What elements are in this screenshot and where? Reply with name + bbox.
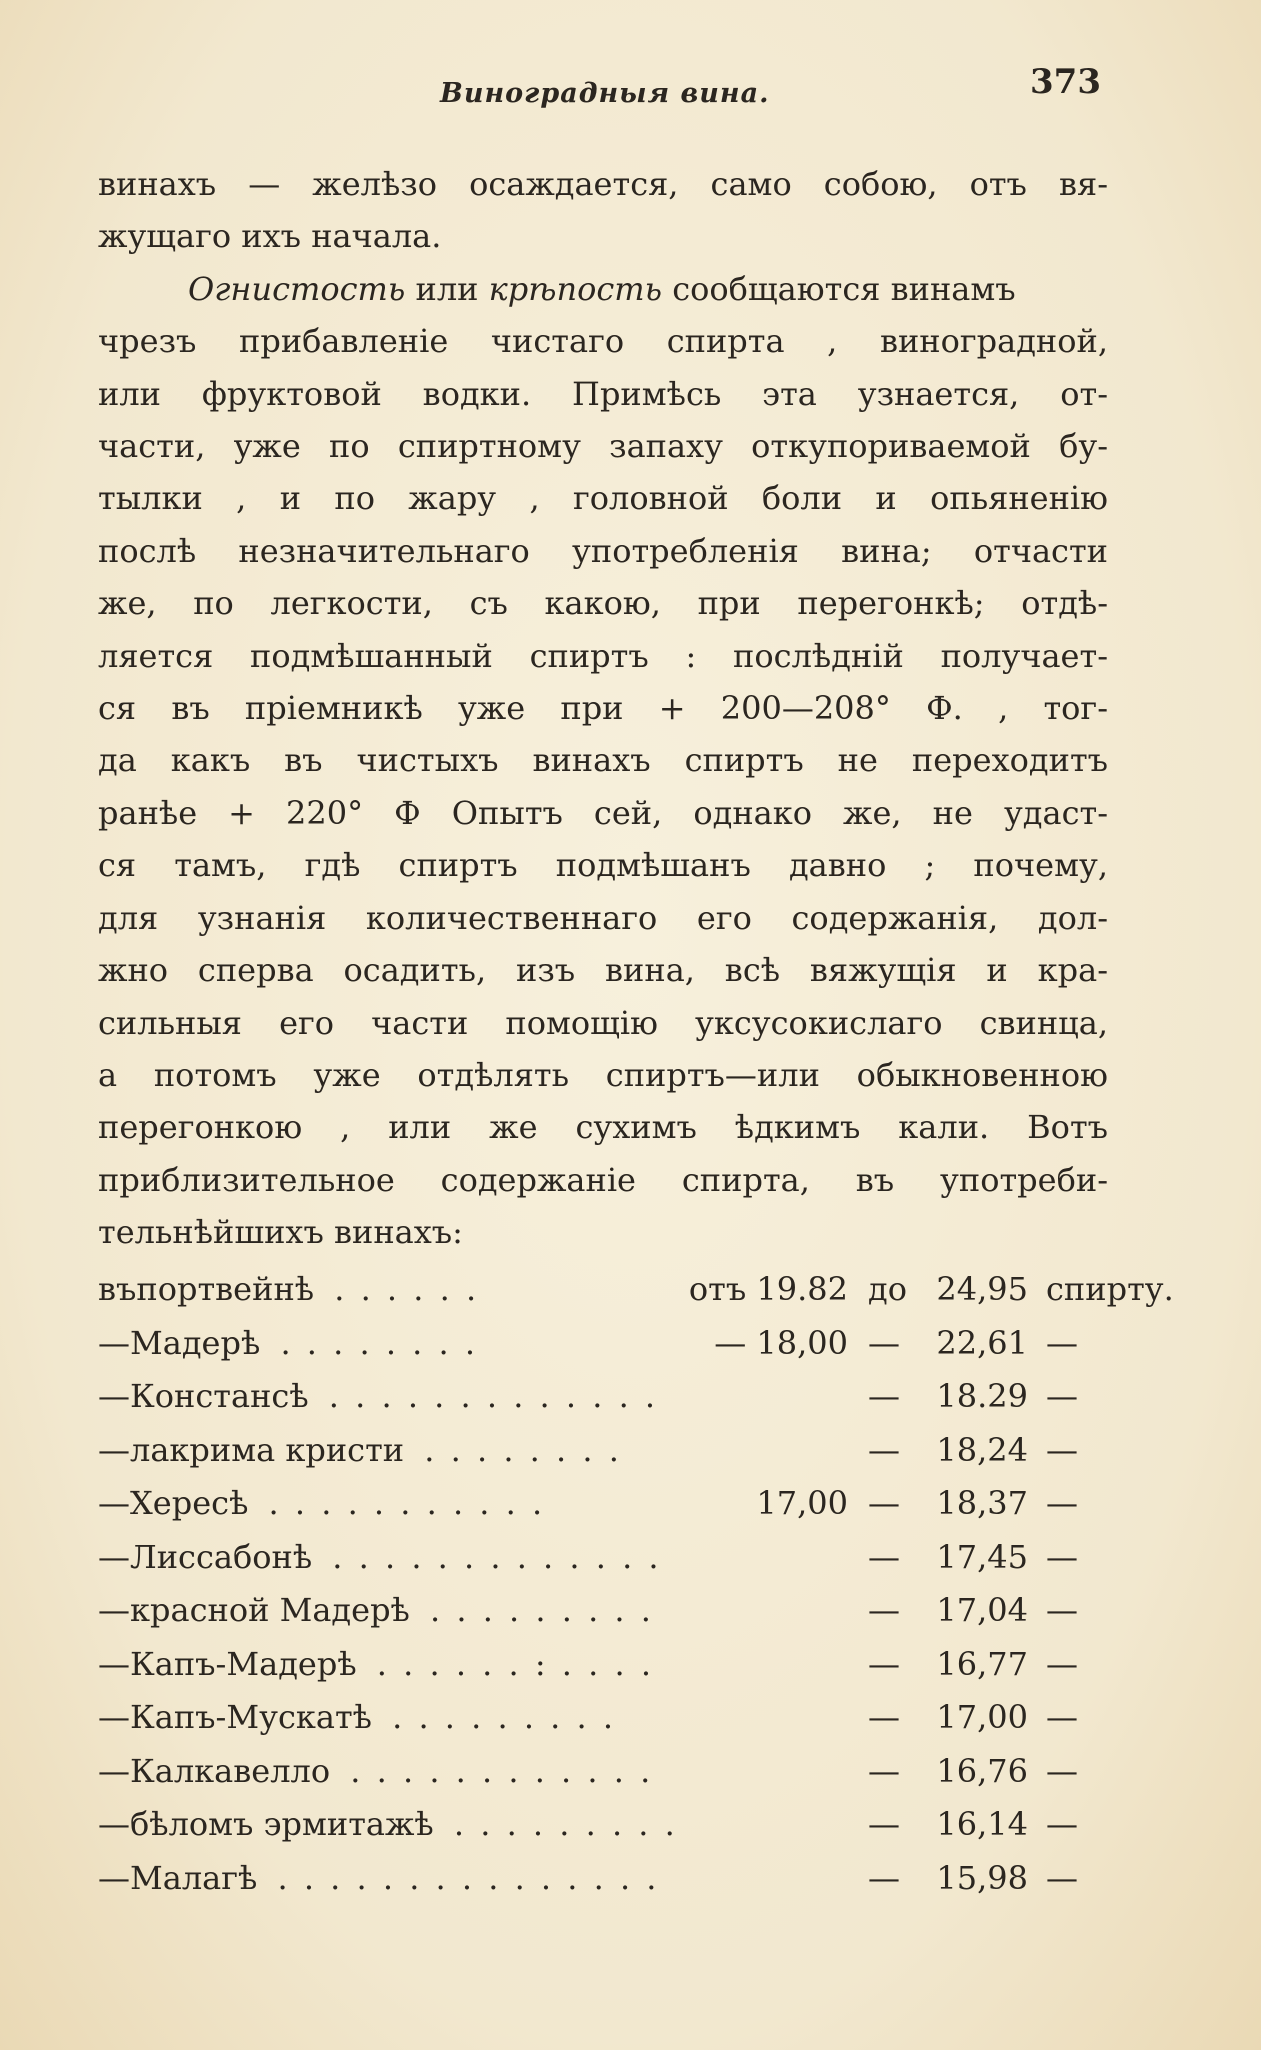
text-line-content: да какъ въ чистыхъ винахъ спиртъ не переходитъ xyxy=(98,741,1108,780)
from-value xyxy=(568,1270,848,1308)
page-number: 373 xyxy=(1030,62,1101,102)
from-value xyxy=(568,1324,848,1362)
from-prefix: — xyxy=(714,1323,757,1362)
to-prefix: до xyxy=(868,1270,907,1308)
text-line xyxy=(98,1206,1108,1258)
text-line xyxy=(98,1101,1108,1153)
text-line xyxy=(98,997,1108,1049)
from-number: 17,00 xyxy=(756,1484,848,1522)
alcohol-value: 17,04 xyxy=(936,1591,1028,1629)
alcohol-value: 17,00 xyxy=(936,1698,1028,1736)
unit-label: — xyxy=(1046,1591,1078,1629)
unit-label: спирту. xyxy=(1046,1270,1174,1308)
row-marker: — xyxy=(98,1537,130,1576)
row-marker: — xyxy=(98,1698,130,1736)
leader-dots: . . . . . . : . . . . xyxy=(376,1644,654,1683)
row-marker: — xyxy=(98,1644,130,1683)
row-marker: — xyxy=(98,1751,130,1790)
text-line-content: тылки , и по жару , головной боли и опьяненію xyxy=(98,479,1108,518)
text-line xyxy=(98,368,1108,420)
text-line xyxy=(98,525,1108,577)
alcohol-value: 18.29 xyxy=(936,1377,1028,1415)
text-line xyxy=(98,263,1108,315)
alcohol-value: 16,76 xyxy=(936,1751,1028,1790)
alcohol-value: 16,14 xyxy=(936,1805,1028,1843)
text-line-content: или фруктовой водки. Примѣсь эта узнается, от- xyxy=(98,374,1108,413)
from-number: 18,00 xyxy=(756,1323,848,1362)
from-number: 19.82 xyxy=(756,1270,848,1308)
row-marker: — xyxy=(98,1805,130,1843)
alcohol-value: 22,61 xyxy=(936,1323,1028,1362)
leader-dots: . . . . . . . . . . . . xyxy=(350,1751,654,1790)
text-line xyxy=(98,472,1108,524)
text-line-content: чрезъ прибавленіе чистаго спирта , виноградной, xyxy=(98,322,1108,361)
text-line-content: ся тамъ, гдѣ спиртъ подмѣшанъ давно ; почему, xyxy=(98,846,1108,885)
table-row xyxy=(98,1423,1108,1477)
table-row xyxy=(98,1262,1174,1316)
text-line-content: ляется подмѣшанный спиртъ : послѣдній получает- xyxy=(98,636,1108,675)
alcohol-value: 16,77 xyxy=(936,1644,1028,1683)
leader-dots: . . . . . . . . . . . . . xyxy=(328,1377,659,1415)
running-title: Виноградныя вина. xyxy=(440,78,770,109)
unit-label: — xyxy=(1046,1537,1078,1576)
table-row xyxy=(98,1690,1108,1744)
table-row xyxy=(98,1583,1108,1637)
text-line-content: ранѣе + 220° Ф Опытъ сей, однако же, не удаст- xyxy=(98,793,1108,832)
leader-dots: . . . . . . . . . . . xyxy=(268,1484,546,1522)
text-line xyxy=(98,734,1108,786)
alcohol-value: 18,37 xyxy=(936,1484,1028,1522)
leader-dots: . . . . . . xyxy=(334,1270,480,1308)
to-prefix: — xyxy=(868,1537,900,1576)
wine-name: Малагѣ xyxy=(130,1858,258,1897)
text-line xyxy=(98,577,1108,629)
text-line xyxy=(98,892,1108,944)
emphasis-text: Огнистость xyxy=(188,269,406,308)
text-line xyxy=(98,787,1108,839)
text-line xyxy=(98,630,1108,682)
wine-name: лакрима кристи xyxy=(130,1430,405,1469)
wine-alcohol-table xyxy=(98,1262,1174,1904)
text-line xyxy=(98,210,1108,262)
text-line-content: сильныя его части помощію уксусокислаго свинца, xyxy=(98,1003,1108,1042)
alcohol-value: 24,95 xyxy=(936,1270,1028,1308)
table-row xyxy=(98,1637,1108,1691)
row-marker: въ xyxy=(98,1270,137,1308)
leader-dots: . . . . . . . . . xyxy=(392,1698,617,1736)
leader-dots: . . . . . . . . xyxy=(424,1430,622,1469)
alcohol-value: 17,45 xyxy=(936,1537,1028,1576)
to-prefix: — xyxy=(868,1698,900,1736)
wine-name: Калкавелло xyxy=(130,1751,331,1790)
from-prefix: отъ xyxy=(688,1270,757,1308)
text-line-content: жно сперва осадить, изъ вина, всѣ вяжущія и кра- xyxy=(98,951,1108,990)
unit-label: — xyxy=(1046,1484,1078,1522)
leader-dots: . . . . . . . . . xyxy=(453,1805,678,1843)
wine-name: Хересѣ xyxy=(130,1484,249,1522)
text-line xyxy=(98,1049,1108,1101)
table-row xyxy=(98,1316,1108,1370)
unit-label: — xyxy=(1046,1377,1078,1415)
row-marker: — xyxy=(98,1484,130,1522)
to-prefix: — xyxy=(868,1805,900,1843)
to-prefix: — xyxy=(868,1858,900,1897)
unit-label: — xyxy=(1046,1751,1078,1790)
table-row xyxy=(98,1744,1108,1798)
wine-name: бѣломъ эрмитажѣ xyxy=(130,1805,434,1843)
text-line-content: части, уже по спиртному запаху откупориваемой бу- xyxy=(98,427,1108,466)
to-prefix: — xyxy=(868,1430,900,1469)
to-prefix: — xyxy=(868,1323,900,1362)
unit-label: — xyxy=(1046,1805,1078,1843)
unit-label: — xyxy=(1046,1698,1078,1736)
to-prefix: — xyxy=(868,1377,900,1415)
to-prefix: — xyxy=(868,1591,900,1629)
row-marker: — xyxy=(98,1430,130,1469)
row-marker: — xyxy=(98,1858,130,1897)
unit-label: — xyxy=(1046,1644,1078,1683)
alcohol-value: 18,24 xyxy=(936,1430,1028,1469)
text-line-content: тельнѣйшихъ винахъ: xyxy=(98,1213,463,1252)
text-line-content: жущаго ихъ начала. xyxy=(98,217,442,256)
text-line-content: винахъ — желѣзо осаждается, само собою, отъ вя- xyxy=(98,165,1108,203)
leader-dots: . . . . . . . . . . . . . xyxy=(332,1537,662,1576)
wine-name: Констансѣ xyxy=(130,1377,309,1415)
body-text xyxy=(98,158,1108,1259)
text-line xyxy=(98,682,1108,734)
wine-name: Мадерѣ xyxy=(130,1323,261,1362)
from-value xyxy=(568,1484,848,1522)
row-marker: — xyxy=(98,1323,130,1362)
text-line xyxy=(98,944,1108,996)
text-line-content: приблизительное содержаніе спирта, въ употреби- xyxy=(98,1160,1108,1199)
leader-dots: . . . . . . . . . . . . . . . xyxy=(277,1858,660,1897)
unit-label: — xyxy=(1046,1858,1078,1897)
text-line-content: послѣ незначительнаго употребленія вина; отчасти xyxy=(98,531,1108,570)
table-row xyxy=(98,1369,1108,1423)
table-row xyxy=(98,1476,1108,1530)
text-line xyxy=(98,158,1108,210)
text-line xyxy=(98,1154,1108,1206)
emphasis-text: крѣпость xyxy=(488,269,663,308)
table-row xyxy=(98,1797,1108,1851)
row-marker: — xyxy=(98,1377,130,1415)
wine-name: красной Мадерѣ xyxy=(130,1591,410,1629)
text-line xyxy=(98,420,1108,472)
text-line-content: для узнанія количественнаго его содержанія, дол- xyxy=(98,898,1108,937)
text-segment: сообщаются винамъ xyxy=(662,269,1016,308)
to-prefix: — xyxy=(868,1751,900,1790)
table-row xyxy=(98,1530,1108,1584)
alcohol-value: 15,98 xyxy=(936,1858,1028,1897)
text-line-content: перегонкою , или же сухимъ ѣдкимъ кали. Вотъ xyxy=(98,1108,1108,1147)
text-line xyxy=(98,315,1108,367)
row-marker: — xyxy=(98,1591,130,1629)
text-line xyxy=(98,839,1108,891)
to-prefix: — xyxy=(868,1484,900,1522)
wine-name: Капъ-Мускатѣ xyxy=(130,1698,372,1736)
unit-label: — xyxy=(1046,1430,1078,1469)
wine-name: Капъ-Мадерѣ xyxy=(130,1644,357,1683)
text-segment: или xyxy=(405,269,489,308)
leader-dots: . . . . . . . . . xyxy=(430,1591,654,1629)
leader-dots: . . . . . . . . xyxy=(280,1323,479,1362)
text-line-content: а потомъ уже отдѣлять спиртъ—или обыкновенною xyxy=(98,1055,1108,1094)
text-line-content: ся въ пріемникѣ уже при + 200—208° Ф. , тог- xyxy=(98,689,1108,728)
table-row xyxy=(98,1851,1108,1905)
wine-name: портвейнѣ xyxy=(136,1270,315,1308)
to-prefix: — xyxy=(868,1644,900,1683)
text-line-content: же, по легкости, съ какою, при перегонкѣ; отдѣ- xyxy=(98,584,1108,623)
unit-label: — xyxy=(1046,1323,1078,1362)
wine-name: Лиссабонѣ xyxy=(130,1537,313,1576)
